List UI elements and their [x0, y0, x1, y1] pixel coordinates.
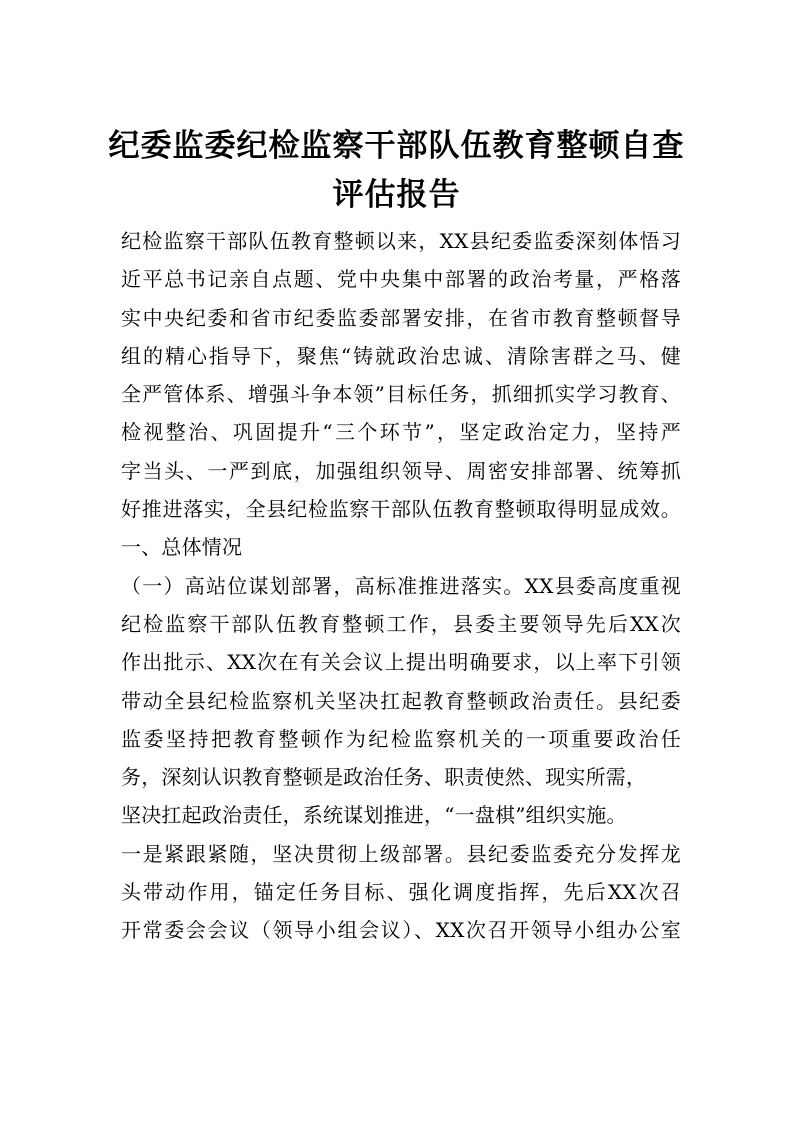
body-line: （一）高站位谋划部署，高标准推进落实。XX县委高度重视	[121, 573, 681, 598]
body-line: 头带动作用，锚定任务目标、强化调度指挥，先后XX次召	[121, 880, 681, 905]
body-line: 检视整治、巩固提升“三个环节”，坚定政治定力，坚持严	[121, 420, 681, 445]
document-body	[121, 222, 681, 950]
body-line: 组的精心指导下，聚焦“铸就政治忠诚、清除害群之马、健	[121, 343, 681, 368]
body-line: 务，深刻认识教育整顿是政治任务、职责使然、现实所需，	[121, 765, 647, 790]
body-line: 近平总书记亲自点题、党中央集中部署的政治考量，严格落	[121, 267, 681, 292]
document-title-line-2: 评估报告	[332, 177, 461, 213]
section-heading: 一、总体情况	[121, 535, 243, 560]
body-line: 带动全县纪检监察机关坚决扛起教育整顿政治责任。县纪委	[121, 688, 681, 713]
document-title-line-1: 纪委监委纪检监察干部队伍教育整顿自查	[108, 128, 685, 164]
body-line: 开常委会会议（领导小组会议）、XX次召开领导小组办公室	[121, 918, 681, 943]
body-line: 实中央纪委和省市纪委监委部署安排，在省市教育整顿督导	[121, 305, 681, 330]
body-line: 字当头、一严到底，加强组织领导、周密安排部署、统筹抓	[121, 458, 681, 483]
body-line: 坚决扛起政治责任，系统谋划推进，“一盘棋”组织实施。	[121, 803, 627, 828]
body-line: 监委坚持把教育整顿作为纪检监察机关的一项重要政治任	[121, 726, 681, 751]
body-line: 纪检监察干部队伍教育整顿工作，县委主要领导先后XX次	[121, 611, 681, 636]
body-line: 好推进落实，全县纪检监察干部队伍教育整顿取得明显成效。	[121, 497, 681, 522]
body-line: 一是紧跟紧随，坚决贯彻上级部署。县纪委监委充分发挥龙	[121, 841, 681, 866]
body-line: 纪检监察干部队伍教育整顿以来，XX县纪委监委深刻体悟习	[121, 229, 681, 253]
body-line: 全严管体系、增强斗争本领”目标任务，抓细抓实学习教育、	[121, 382, 681, 407]
body-line: 作出批示、XX次在有关会议上提出明确要求，以上率下引领	[121, 650, 681, 675]
